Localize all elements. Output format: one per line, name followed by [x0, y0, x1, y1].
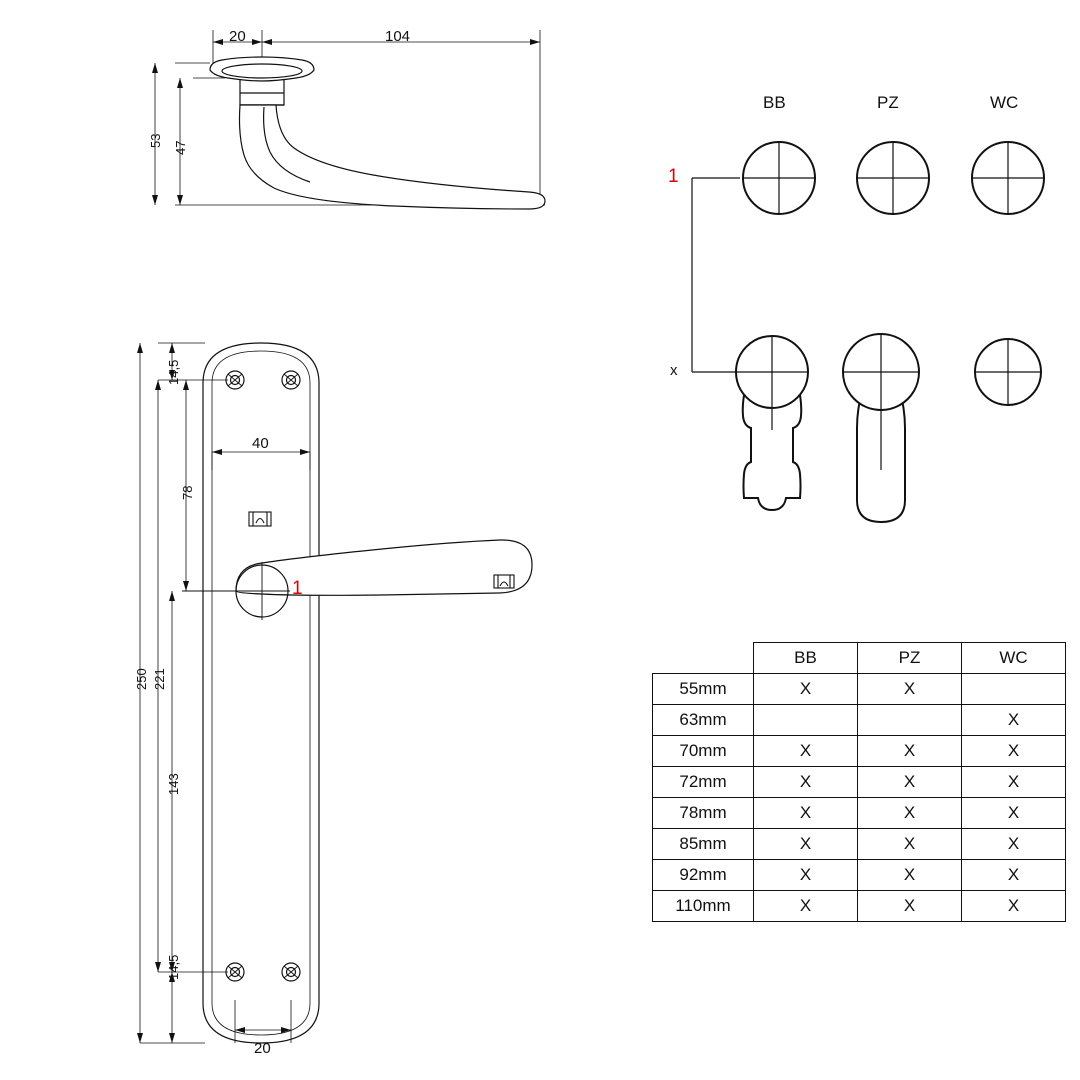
cell-pz: X [858, 798, 962, 829]
dim-screw-to-handle-axis: 78 [180, 485, 195, 500]
dim-handle-height-inner: 47 [173, 140, 188, 155]
dim-top-edge-to-screw: 14,5 [166, 359, 181, 385]
row-size: 85mm [653, 829, 754, 860]
cell-wc: X [962, 860, 1066, 891]
table-corner-cell [653, 643, 754, 674]
row-size: 110mm [653, 891, 754, 922]
callout-x-keyhole: x [670, 362, 678, 379]
row-size: 72mm [653, 767, 754, 798]
keyhole-header-wc: WC [990, 93, 1019, 112]
cell-bb: X [754, 736, 858, 767]
cell-pz: X [858, 674, 962, 705]
cell-pz: X [858, 860, 962, 891]
table-row [653, 736, 1066, 767]
table-row [653, 798, 1066, 829]
dim-handle-length: 104 [385, 28, 411, 45]
cell-bb: X [754, 829, 858, 860]
row-size: 55mm [653, 674, 754, 705]
table-header-wc: WC [962, 643, 1066, 674]
table-header-pz: PZ [858, 643, 962, 674]
cell-pz [858, 705, 962, 736]
dim-rose-depth: 20 [229, 28, 246, 45]
cell-wc [962, 674, 1066, 705]
dim-bottom-plate-width: 20 [254, 1040, 271, 1057]
dim-plate-width: 40 [252, 435, 269, 452]
keyhole-header-bb: BB [763, 93, 786, 112]
cell-wc: X [962, 736, 1066, 767]
cell-wc: X [962, 891, 1066, 922]
table-row [653, 829, 1066, 860]
table-header-bb: BB [754, 643, 858, 674]
cell-bb: X [754, 767, 858, 798]
table-row [653, 860, 1066, 891]
row-size: 63mm [653, 705, 754, 736]
cell-bb: X [754, 674, 858, 705]
cell-bb: X [754, 798, 858, 829]
cell-pz: X [858, 829, 962, 860]
cell-pz: X [858, 767, 962, 798]
table-row [653, 705, 1066, 736]
row-size: 70mm [653, 736, 754, 767]
cell-bb: X [754, 891, 858, 922]
dim-bottom-edge-to-screw: 14,5 [166, 954, 181, 980]
row-size: 92mm [653, 860, 754, 891]
dim-plate-length: 250 [134, 668, 149, 690]
cell-wc: X [962, 798, 1066, 829]
cell-wc: X [962, 705, 1066, 736]
callout-1-front-view: 1 [292, 578, 303, 599]
callout-1-keyhole: 1 [668, 166, 679, 187]
table-header-row [653, 643, 1066, 674]
cell-pz: X [858, 736, 962, 767]
dim-handle-height-total: 53 [148, 133, 163, 148]
keyhole-header-pz: PZ [877, 93, 899, 112]
cell-bb: X [754, 860, 858, 891]
table-row [653, 891, 1066, 922]
cell-pz: X [858, 891, 962, 922]
cell-wc: X [962, 829, 1066, 860]
row-size: 78mm [653, 798, 754, 829]
cell-wc: X [962, 767, 1066, 798]
dim-screw-to-screw: 221 [152, 668, 167, 690]
table-row [653, 767, 1066, 798]
table-row [653, 674, 1066, 705]
compatibility-table [652, 642, 1066, 922]
cell-bb [754, 705, 858, 736]
dim-handle-axis-to-lower-screw: 143 [166, 773, 181, 795]
